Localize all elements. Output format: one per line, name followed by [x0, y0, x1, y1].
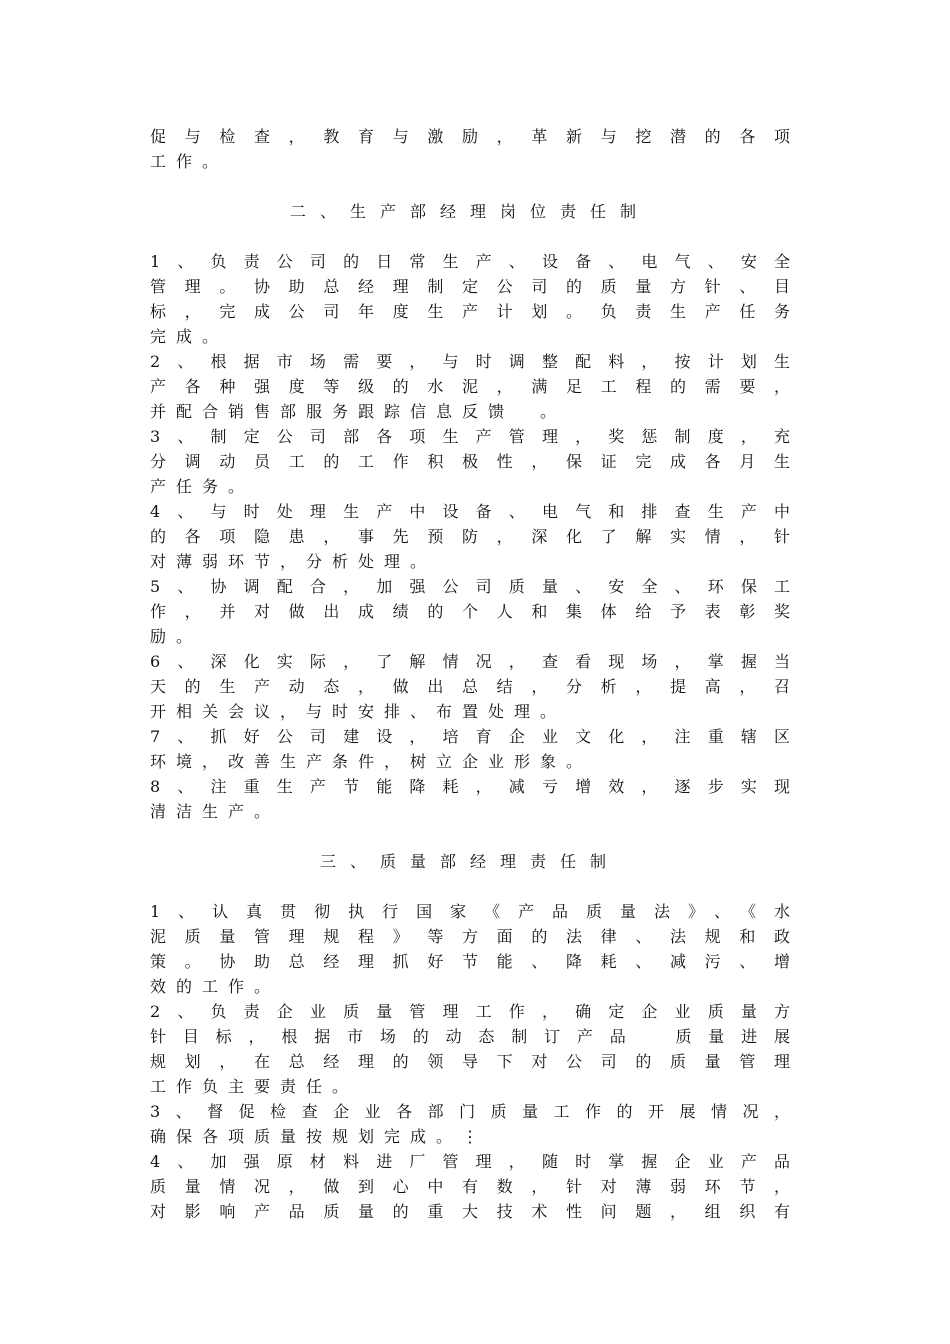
- section3-line: 对影响产品质量的重大技术性问题，组织有: [150, 1202, 790, 1221]
- section2-line: 并配合销售部服务跟踪信息反馈 。: [150, 402, 567, 421]
- section2-line: 天的生产动态，做出总结，分析，提高，召: [150, 677, 790, 696]
- spacer: [150, 824, 790, 849]
- section3-line: 针目标，根据市场的动态制订产品 质量进展: [150, 1027, 790, 1046]
- section2-line: 作，并对做出成绩的个人和集体给予表彰奖: [150, 602, 790, 621]
- section2-line: 7、抓好公司建设，培育企业文化，注重辖区: [150, 727, 790, 746]
- section3-line: 确保各项质量按规划完成。⋮: [150, 1127, 489, 1146]
- section2-line: 对薄弱环节，分析处理。: [150, 552, 437, 571]
- spacer: [150, 874, 790, 899]
- intro-line-1: 促与检查，教育与激励，革新与挖潜的各项: [150, 127, 790, 146]
- section2-line: 励。: [150, 627, 203, 646]
- section2-line: 清洁生产。: [150, 802, 281, 821]
- section2-line: 6、深化实际，了解情况，查看现场，掌握当: [150, 652, 790, 671]
- section2-line: 的各项隐患，事先预防，深化了解实情，针: [150, 527, 790, 546]
- section2-line: 5、协调配合，加强公司质量、安全、环保工: [150, 577, 790, 596]
- section3-line: 1、认真贯彻执行国家《产品质量法》、《水: [150, 902, 790, 921]
- section3-line: 质量情况，做到心中有数，针对薄弱环节，: [150, 1177, 790, 1196]
- section2-line: 1、负责公司的日常生产、设备、电气、安全: [150, 252, 790, 271]
- section3-line: 泥质量管理规程》等方面的法律、法规和政: [150, 927, 790, 946]
- section2-line: 管理。协助总经理制定公司的质量方针、目: [150, 277, 790, 296]
- section3-heading: 三、质量部经理责任制: [319, 852, 620, 871]
- section2-line: 2、根据市场需要，与时调整配料，按计划生: [150, 352, 790, 371]
- section2-line: 8、注重生产节能降耗，减亏增效，逐步实现: [150, 777, 790, 796]
- spacer: [150, 174, 790, 199]
- section2-line: 分调动员工的工作积极性，保证完成各月生: [150, 452, 790, 471]
- section3-line: 效的工作。: [150, 977, 281, 996]
- section2-line: 完成。: [150, 327, 229, 346]
- intro-line-2: 工作。: [150, 152, 229, 171]
- section2-line: 产各种强度等级的水泥，满足工程的需要，: [150, 377, 790, 396]
- section3-line: 工作负主要责任。: [150, 1077, 359, 1096]
- section3-line: 2、负责企业质量管理工作，确定企业质量方: [150, 1002, 790, 1021]
- section2-line: 3、制定公司部各项生产管理，奖惩制度，充: [150, 427, 790, 446]
- document-page: [150, 124, 790, 1224]
- section2-line: 产任务。: [150, 477, 255, 496]
- section2-line: 4、与时处理生产中设备、电气和排查生产中: [150, 502, 790, 521]
- section3-line: 策。协助总经理抓好节能、降耗、减污、增: [150, 952, 790, 971]
- spacer: [150, 224, 790, 249]
- section3-line: 3、督促检查企业各部门质量工作的开展情况，: [150, 1102, 790, 1121]
- section2-line: 环境，改善生产条件，树立企业形象。: [150, 752, 593, 771]
- section2-heading: 二、生产部经理岗位责任制: [289, 202, 650, 221]
- section3-line: 规划，在总经理的领导下对公司的质量管理: [150, 1052, 790, 1071]
- section2-line: 开相关会议，与时安排、布置处理。: [150, 702, 567, 721]
- section2-line: 标，完成公司年度生产计划。负责生产任务: [150, 302, 790, 321]
- section3-line: 4、加强原材料进厂管理，随时掌握企业产品: [150, 1152, 790, 1171]
